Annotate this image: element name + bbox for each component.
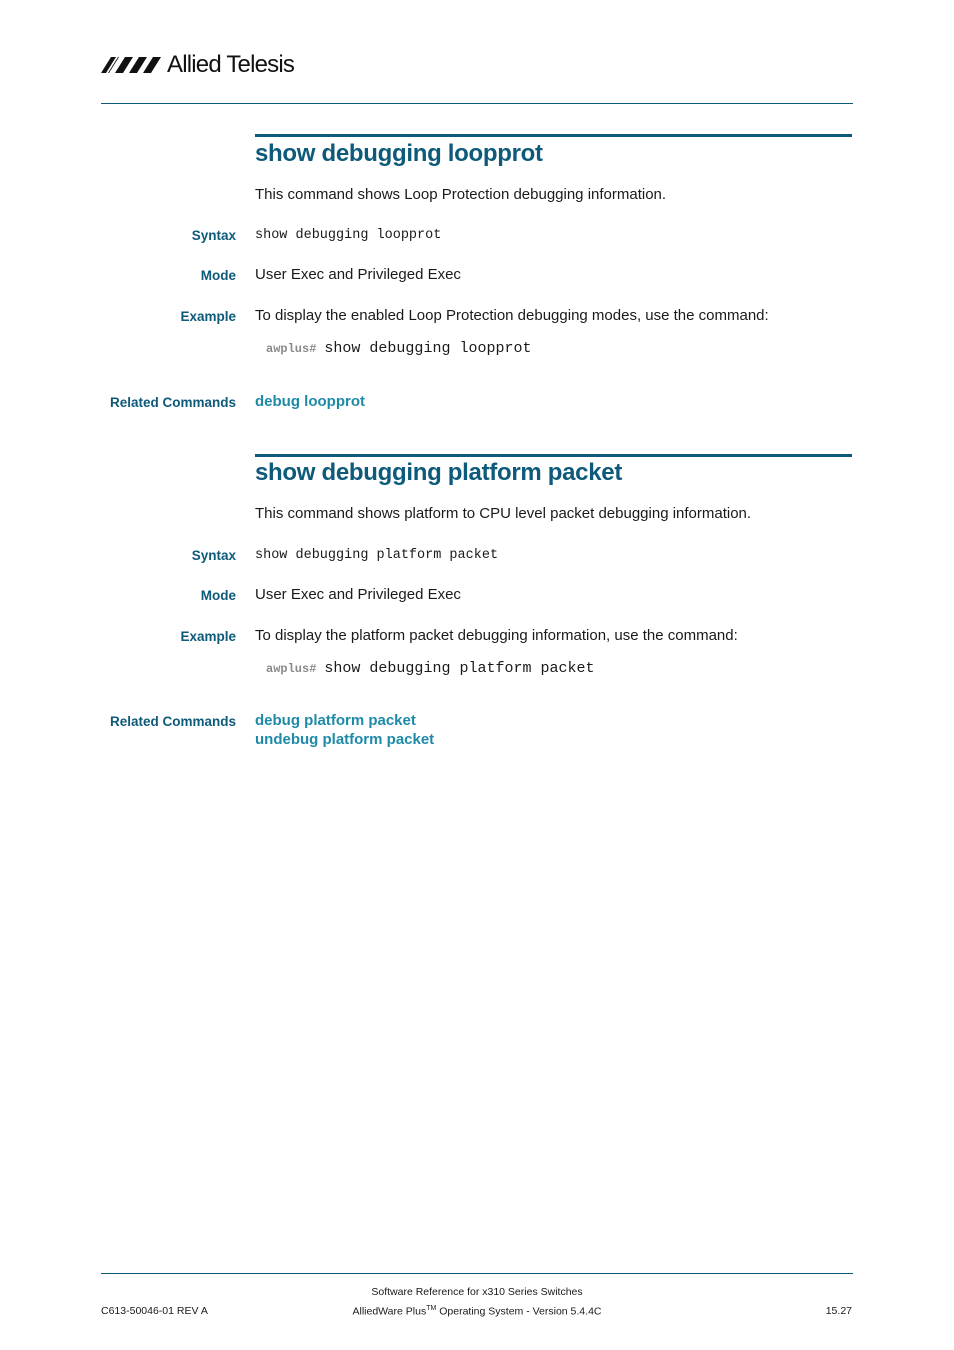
example-command xyxy=(266,339,531,357)
command-prompt: awplus# xyxy=(266,342,317,356)
section-rule xyxy=(255,454,852,457)
mode-label: Mode xyxy=(200,588,236,603)
header-divider xyxy=(101,103,853,104)
footer-version: Operating System - Version 5.4.4C xyxy=(436,1305,602,1318)
mode-text: User Exec and Privileged Exec xyxy=(255,586,461,603)
command-text: show debugging platform packet xyxy=(324,660,595,677)
section-title: show debugging platform packet xyxy=(255,459,623,486)
logo xyxy=(101,52,294,78)
footer-os-name: AlliedWare Plus xyxy=(352,1305,427,1318)
related-command-link[interactable]: debug loopprot xyxy=(255,393,365,410)
brand-name: Allied Telesis xyxy=(167,51,295,78)
related-commands-label: Related Commands xyxy=(109,395,236,410)
section-description: This command shows Loop Protection debugging information. xyxy=(255,186,667,203)
footer-trademark: TM xyxy=(426,1305,437,1312)
mode-label: Mode xyxy=(200,268,236,283)
syntax-text: show debugging loopprot xyxy=(255,228,442,243)
footer-divider xyxy=(101,1273,853,1274)
syntax-text: show debugging platform packet xyxy=(255,548,499,563)
related-commands-label: Related Commands xyxy=(109,714,236,729)
syntax-label: Syntax xyxy=(191,548,236,563)
command-prompt: awplus# xyxy=(266,662,317,676)
footer-os-version xyxy=(0,1305,954,1318)
syntax-label: Syntax xyxy=(191,228,236,243)
footer-page-number: 15.27 xyxy=(825,1305,852,1317)
example-label: Example xyxy=(180,629,236,644)
example-command xyxy=(266,659,594,677)
related-command-link[interactable]: undebug platform packet xyxy=(255,731,435,748)
section-title: show debugging loopprot xyxy=(255,140,543,167)
mode-text: User Exec and Privileged Exec xyxy=(255,266,461,283)
section-rule xyxy=(255,134,852,137)
related-command-link[interactable]: debug platform packet xyxy=(255,712,416,729)
example-text: To display the platform packet debugging information, use the command: xyxy=(255,627,738,644)
command-text: show debugging loopprot xyxy=(324,340,532,357)
footer-doc-id: C613-50046-01 REV A xyxy=(101,1305,208,1317)
example-label: Example xyxy=(180,309,236,324)
allied-telesis-logo-icon xyxy=(101,55,163,75)
section-description: This command shows platform to CPU level packet debugging information. xyxy=(255,505,752,522)
example-text: To display the enabled Loop Protection debugging modes, use the command: xyxy=(255,307,769,324)
footer-title: Software Reference for x310 Series Switches xyxy=(371,1286,583,1298)
